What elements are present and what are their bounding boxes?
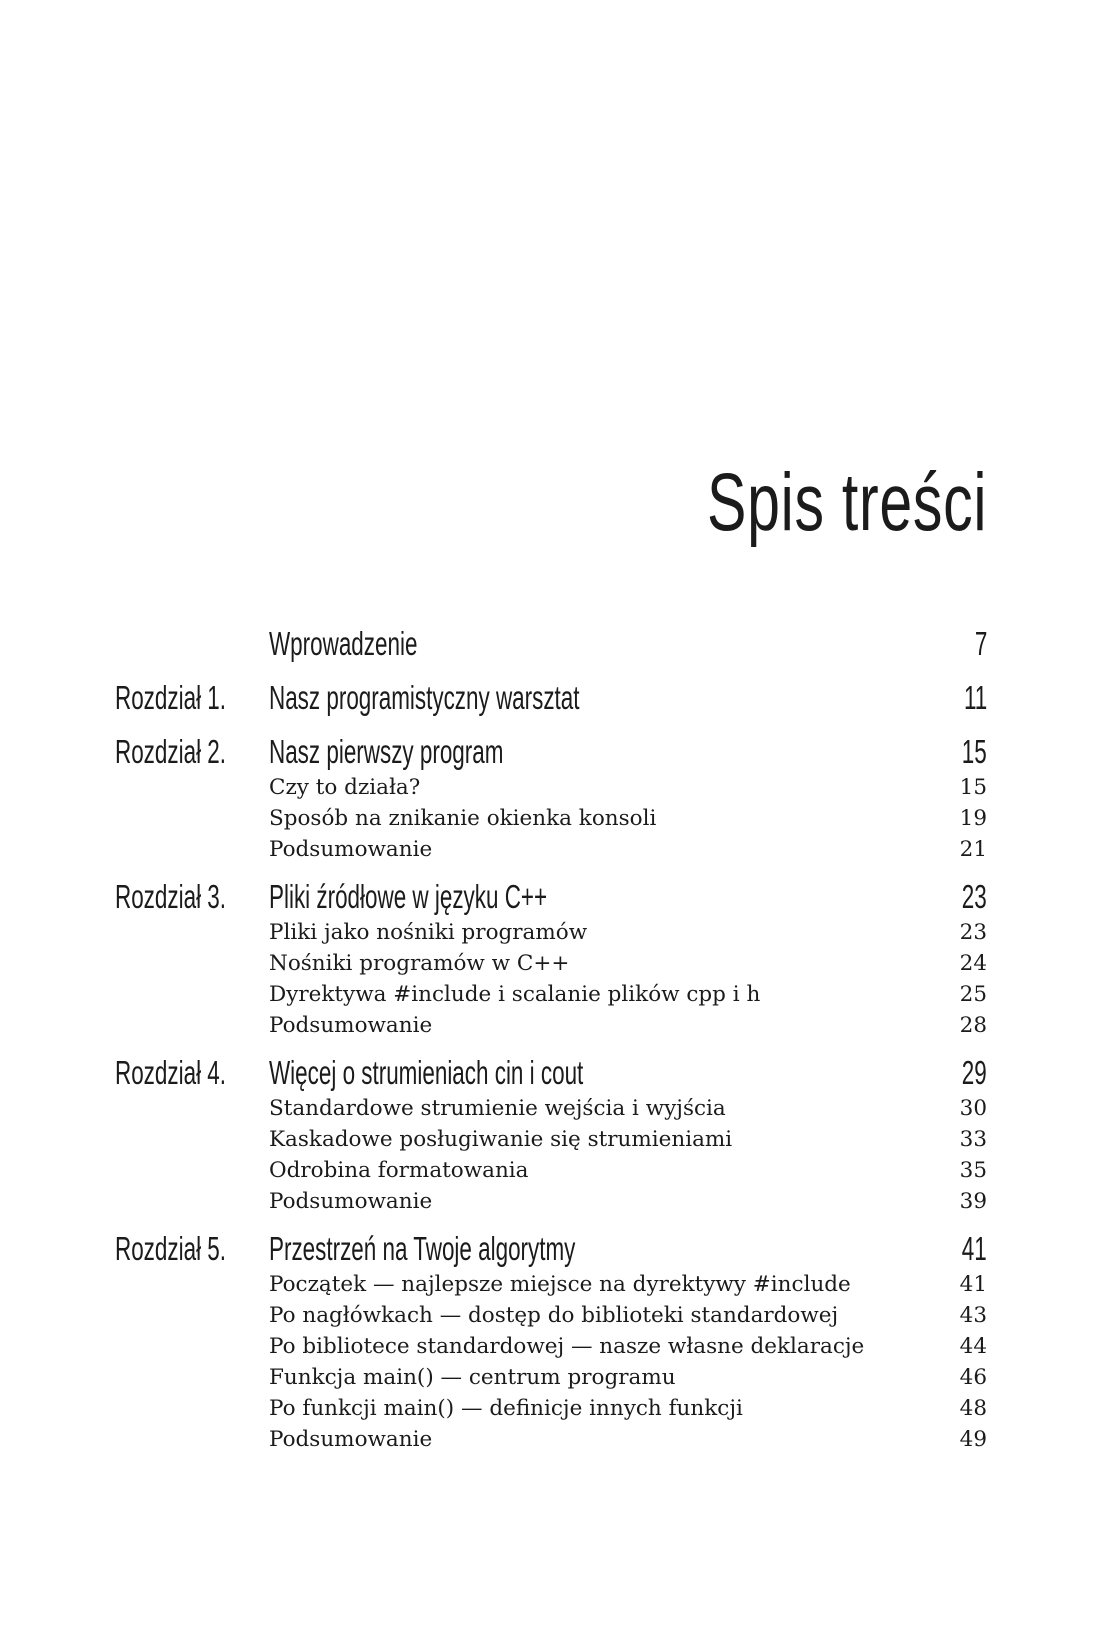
section-page-number: 15 <box>959 775 987 800</box>
section-title: Funkcja main() — centrum programu <box>269 1365 676 1390</box>
section-row[interactable] <box>115 1331 987 1362</box>
section-row[interactable] <box>115 917 987 948</box>
section-row[interactable] <box>115 803 987 834</box>
section-title: Podsumowanie <box>269 1427 433 1452</box>
section-list <box>115 917 987 1041</box>
section-title: Nośniki programów w C++ <box>269 951 570 976</box>
toc-chapter <box>115 626 987 662</box>
chapter-page-number: 7 <box>974 625 987 662</box>
chapter-page-number: 15 <box>962 733 987 770</box>
section-page-number: 19 <box>959 806 987 831</box>
chapter-page-number: 23 <box>962 878 987 915</box>
toc-chapter <box>115 1231 987 1455</box>
toc-chapter <box>115 734 987 865</box>
section-page-number: 39 <box>959 1189 987 1214</box>
section-row[interactable] <box>115 1269 987 1300</box>
section-page-number: 43 <box>959 1303 987 1328</box>
section-list <box>115 1093 987 1217</box>
chapter-title: Więcej o strumieniach cin i cout <box>269 1054 584 1091</box>
section-row[interactable] <box>115 1010 987 1041</box>
section-title: Odrobina formatowania <box>269 1158 529 1183</box>
section-title: Podsumowanie <box>269 1013 433 1038</box>
section-list <box>115 772 987 865</box>
section-row[interactable] <box>115 1393 987 1424</box>
chapter-title: Nasz pierwszy program <box>269 733 504 770</box>
section-page-number: 25 <box>959 982 987 1007</box>
section-title: Po funkcji main() — definicje innych funkcji <box>269 1396 743 1421</box>
chapter-row[interactable] <box>115 626 987 662</box>
chapter-title: Wprowadzenie <box>269 625 418 662</box>
chapter-number: Rozdział 3. <box>115 878 227 915</box>
section-title: Standardowe strumienie wejścia i wyjścia <box>269 1096 726 1121</box>
toc-chapter <box>115 1055 987 1217</box>
chapter-row[interactable] <box>115 734 987 770</box>
section-title: Czy to działa? <box>269 775 421 800</box>
chapter-row[interactable] <box>115 680 987 716</box>
section-title: Podsumowanie <box>269 837 433 862</box>
section-title: Początek — najlepsze miejsce na dyrektywy #include <box>269 1272 851 1297</box>
section-row[interactable] <box>115 1186 987 1217</box>
section-list <box>115 1269 987 1455</box>
section-title: Dyrektywa #include i scalanie plików cpp i h <box>269 982 761 1007</box>
section-page-number: 46 <box>959 1365 987 1390</box>
chapter-title: Nasz programistyczny warsztat <box>269 679 580 716</box>
chapter-number: Rozdział 2. <box>115 733 227 770</box>
section-page-number: 35 <box>959 1158 987 1183</box>
page-title: Spis treści <box>706 457 987 548</box>
section-row[interactable] <box>115 1093 987 1124</box>
section-page-number: 48 <box>959 1396 987 1421</box>
chapter-number: Rozdział 4. <box>115 1054 227 1091</box>
section-row[interactable] <box>115 948 987 979</box>
section-row[interactable] <box>115 1124 987 1155</box>
chapter-row[interactable] <box>115 1055 987 1091</box>
chapter-title: Przestrzeń na Twoje algorytmy <box>269 1230 576 1267</box>
chapter-page-number: 41 <box>962 1230 987 1267</box>
section-page-number: 41 <box>959 1272 987 1297</box>
toc-chapter <box>115 879 987 1041</box>
section-row[interactable] <box>115 834 987 865</box>
section-page-number: 49 <box>959 1427 987 1452</box>
section-row[interactable] <box>115 1362 987 1393</box>
section-row[interactable] <box>115 1155 987 1186</box>
section-page-number: 33 <box>959 1127 987 1152</box>
table-of-contents <box>115 626 987 1469</box>
section-title: Kaskadowe posługiwanie się strumieniami <box>269 1127 733 1152</box>
section-page-number: 24 <box>959 951 987 976</box>
chapter-number: Rozdział 1. <box>115 679 227 716</box>
section-title: Podsumowanie <box>269 1189 433 1214</box>
section-page-number: 28 <box>959 1013 987 1038</box>
chapter-page-number: 29 <box>962 1054 987 1091</box>
section-title: Pliki jako nośniki programów <box>269 920 588 945</box>
section-row[interactable] <box>115 1300 987 1331</box>
section-row[interactable] <box>115 772 987 803</box>
section-row[interactable] <box>115 979 987 1010</box>
chapter-page-number: 11 <box>963 679 987 716</box>
section-page-number: 21 <box>959 837 987 862</box>
section-page-number: 23 <box>959 920 987 945</box>
chapter-number: Rozdział 5. <box>115 1230 227 1267</box>
section-title: Po nagłówkach — dostęp do biblioteki standardowej <box>269 1303 839 1328</box>
section-title: Po bibliotece standardowej — nasze własne deklaracje <box>269 1334 865 1359</box>
chapter-row[interactable] <box>115 879 987 915</box>
chapter-row[interactable] <box>115 1231 987 1267</box>
section-row[interactable] <box>115 1424 987 1455</box>
chapter-title: Pliki źródłowe w języku C++ <box>269 878 548 915</box>
toc-chapter <box>115 680 987 716</box>
section-page-number: 44 <box>959 1334 987 1359</box>
section-page-number: 30 <box>959 1096 987 1121</box>
section-title: Sposób na znikanie okienka konsoli <box>269 806 657 831</box>
